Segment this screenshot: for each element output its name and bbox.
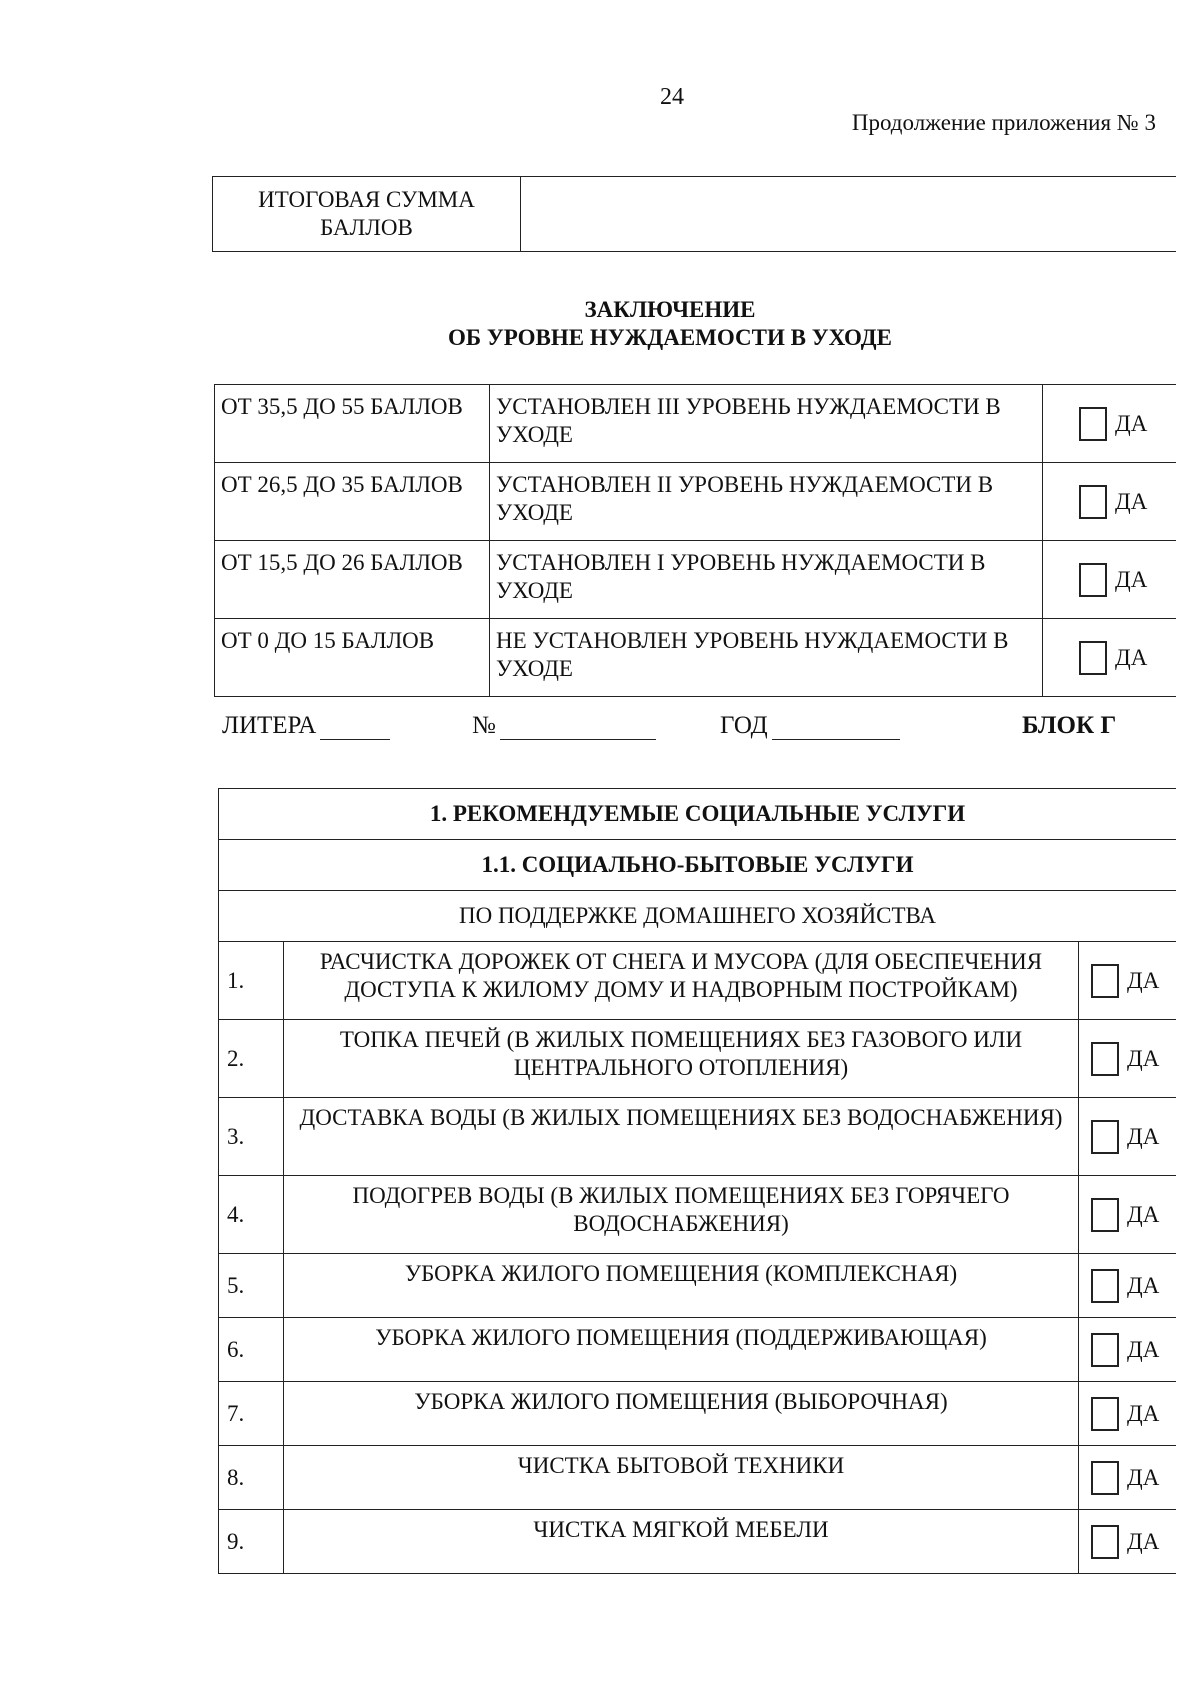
total-score-box <box>212 176 1176 252</box>
service-name: УБОРКА ЖИЛОГО ПОМЕЩЕНИЯ (ПОДДЕРЖИВАЮЩАЯ) <box>284 1318 1079 1382</box>
recommended-services-table <box>218 788 1176 1574</box>
page-number: 24 <box>660 84 684 110</box>
service-yes-cell <box>1079 1382 1177 1446</box>
service-index: 4. <box>219 1176 284 1254</box>
service-yes-cell <box>1079 1254 1177 1318</box>
checkbox[interactable] <box>1079 485 1107 519</box>
service-name: ДОСТАВКА ВОДЫ (В ЖИЛЫХ ПОМЕЩЕНИЯХ БЕЗ ВОДОСНАБЖЕНИЯ) <box>284 1098 1079 1176</box>
service-yes-cell <box>1079 1020 1177 1098</box>
service-yes-cell <box>1079 1098 1177 1176</box>
yes-label: ДА <box>1127 1201 1160 1227</box>
service-name: ПОДОГРЕВ ВОДЫ (В ЖИЛЫХ ПОМЕЩЕНИЯХ БЕЗ ГОРЯЧЕГО ВОДОСНАБЖЕНИЯ) <box>284 1176 1079 1254</box>
care-level-row <box>215 541 1177 619</box>
care-level-description: УСТАНОВЛЕН I УРОВЕНЬ НУЖДАЕМОСТИ В УХОДЕ <box>490 541 1043 619</box>
service-row <box>219 942 1177 1020</box>
service-row <box>219 1020 1177 1098</box>
service-row <box>219 1318 1177 1382</box>
yes-label: ДА <box>1127 1400 1160 1426</box>
number-blank[interactable] <box>500 717 656 740</box>
yes-label: ДА <box>1115 566 1148 592</box>
conclusion-title <box>340 296 1000 352</box>
service-row <box>219 1510 1177 1574</box>
care-level-row <box>215 463 1177 541</box>
yes-label: ДА <box>1115 644 1148 670</box>
checkbox[interactable] <box>1091 1397 1119 1431</box>
yes-label: ДА <box>1115 488 1148 514</box>
service-index: 6. <box>219 1318 284 1382</box>
service-index: 8. <box>219 1446 284 1510</box>
litera-blank[interactable] <box>320 717 390 740</box>
yes-label: ДА <box>1127 1123 1160 1149</box>
yes-label: ДА <box>1127 1045 1160 1071</box>
service-name: УБОРКА ЖИЛОГО ПОМЕЩЕНИЯ (ВЫБОРОЧНАЯ) <box>284 1382 1079 1446</box>
year-label: ГОД <box>720 712 768 739</box>
care-level-yes-cell <box>1043 463 1177 541</box>
service-row <box>219 1254 1177 1318</box>
care-level-yes-cell <box>1043 541 1177 619</box>
services-subheading-row <box>219 840 1177 891</box>
services-group-row <box>219 891 1177 942</box>
service-yes-cell <box>1079 1318 1177 1382</box>
checkbox[interactable] <box>1091 1525 1119 1559</box>
service-index: 5. <box>219 1254 284 1318</box>
checkbox[interactable] <box>1091 1198 1119 1232</box>
yes-label: ДА <box>1115 410 1148 436</box>
care-level-yes-cell <box>1043 619 1177 697</box>
care-level-yes-cell <box>1043 385 1177 463</box>
service-yes-cell <box>1079 1510 1177 1574</box>
service-row <box>219 1098 1177 1176</box>
service-name: УБОРКА ЖИЛОГО ПОМЕЩЕНИЯ (КОМПЛЕКСНАЯ) <box>284 1254 1079 1318</box>
service-index: 7. <box>219 1382 284 1446</box>
care-level-table <box>214 384 1176 697</box>
conclusion-title-line2: ОБ УРОВНЕ НУЖДАЕМОСТИ В УХОДЕ <box>448 325 892 350</box>
yes-label: ДА <box>1127 967 1160 993</box>
checkbox[interactable] <box>1091 1042 1119 1076</box>
service-name: ЧИСТКА МЯГКОЙ МЕБЕЛИ <box>284 1510 1079 1574</box>
care-level-row <box>215 619 1177 697</box>
appendix-continuation: Продолжение приложения № 3 <box>851 110 1156 135</box>
litera-field <box>222 712 390 740</box>
score-range: ОТ 26,5 ДО 35 БАЛЛОВ <box>215 463 490 541</box>
checkbox[interactable] <box>1091 1120 1119 1154</box>
services-group: ПО ПОДДЕРЖКЕ ДОМАШНЕГО ХОЗЯЙСТВА <box>219 891 1177 942</box>
service-row <box>219 1446 1177 1510</box>
year-field <box>720 712 900 740</box>
litera-label: ЛИТЕРА <box>222 712 317 739</box>
service-yes-cell <box>1079 1176 1177 1254</box>
score-range: ОТ 35,5 ДО 55 БАЛЛОВ <box>215 385 490 463</box>
care-level-row <box>215 385 1177 463</box>
service-index: 2. <box>219 1020 284 1098</box>
score-range: ОТ 0 ДО 15 БАЛЛОВ <box>215 619 490 697</box>
checkbox[interactable] <box>1079 407 1107 441</box>
yes-label: ДА <box>1127 1336 1160 1362</box>
checkbox[interactable] <box>1091 1333 1119 1367</box>
checkbox[interactable] <box>1079 563 1107 597</box>
care-level-description: УСТАНОВЛЕН III УРОВЕНЬ НУЖДАЕМОСТИ В УХОДЕ <box>490 385 1043 463</box>
checkbox[interactable] <box>1091 964 1119 998</box>
service-row <box>219 1382 1177 1446</box>
checkbox[interactable] <box>1079 641 1107 675</box>
checkbox[interactable] <box>1091 1269 1119 1303</box>
service-index: 9. <box>219 1510 284 1574</box>
service-name: ТОПКА ПЕЧЕЙ (В ЖИЛЫХ ПОМЕЩЕНИЯХ БЕЗ ГАЗОВОГО ИЛИ ЦЕНТРАЛЬНОГО ОТОПЛЕНИЯ) <box>284 1020 1079 1098</box>
service-name: РАСЧИСТКА ДОРОЖЕК ОТ СНЕГА И МУСОРА (ДЛЯ ОБЕСПЕЧЕНИЯ ДОСТУПА К ЖИЛОМУ ДОМУ И НАДВОРНЫМ ПОСТРОЙКАМ) <box>284 942 1079 1020</box>
services-heading: 1. РЕКОМЕНДУЕМЫЕ СОЦИАЛЬНЫЕ УСЛУГИ <box>219 789 1177 840</box>
number-field <box>472 712 656 740</box>
service-index: 1. <box>219 942 284 1020</box>
checkbox[interactable] <box>1091 1461 1119 1495</box>
conclusion-title-line1: ЗАКЛЮЧЕНИЕ <box>584 297 756 322</box>
yes-label: ДА <box>1127 1272 1160 1298</box>
total-score-label: ИТОГОВАЯ СУММА БАЛЛОВ <box>213 177 521 251</box>
block-label: БЛОК Г <box>1022 712 1117 739</box>
total-score-field[interactable] <box>521 177 1176 251</box>
services-subheading: 1.1. СОЦИАЛЬНО-БЫТОВЫЕ УСЛУГИ <box>219 840 1177 891</box>
yes-label: ДА <box>1127 1464 1160 1490</box>
score-range: ОТ 15,5 ДО 26 БАЛЛОВ <box>215 541 490 619</box>
service-name: ЧИСТКА БЫТОВОЙ ТЕХНИКИ <box>284 1446 1079 1510</box>
service-row <box>219 1176 1177 1254</box>
service-yes-cell <box>1079 1446 1177 1510</box>
yes-label: ДА <box>1127 1528 1160 1554</box>
year-blank[interactable] <box>772 717 900 740</box>
care-level-description: НЕ УСТАНОВЛЕН УРОВЕНЬ НУЖДАЕМОСТИ В УХОДЕ <box>490 619 1043 697</box>
care-level-description: УСТАНОВЛЕН II УРОВЕНЬ НУЖДАЕМОСТИ В УХОДЕ <box>490 463 1043 541</box>
service-index: 3. <box>219 1098 284 1176</box>
number-label: № <box>472 712 496 739</box>
service-yes-cell <box>1079 942 1177 1020</box>
services-heading-row <box>219 789 1177 840</box>
